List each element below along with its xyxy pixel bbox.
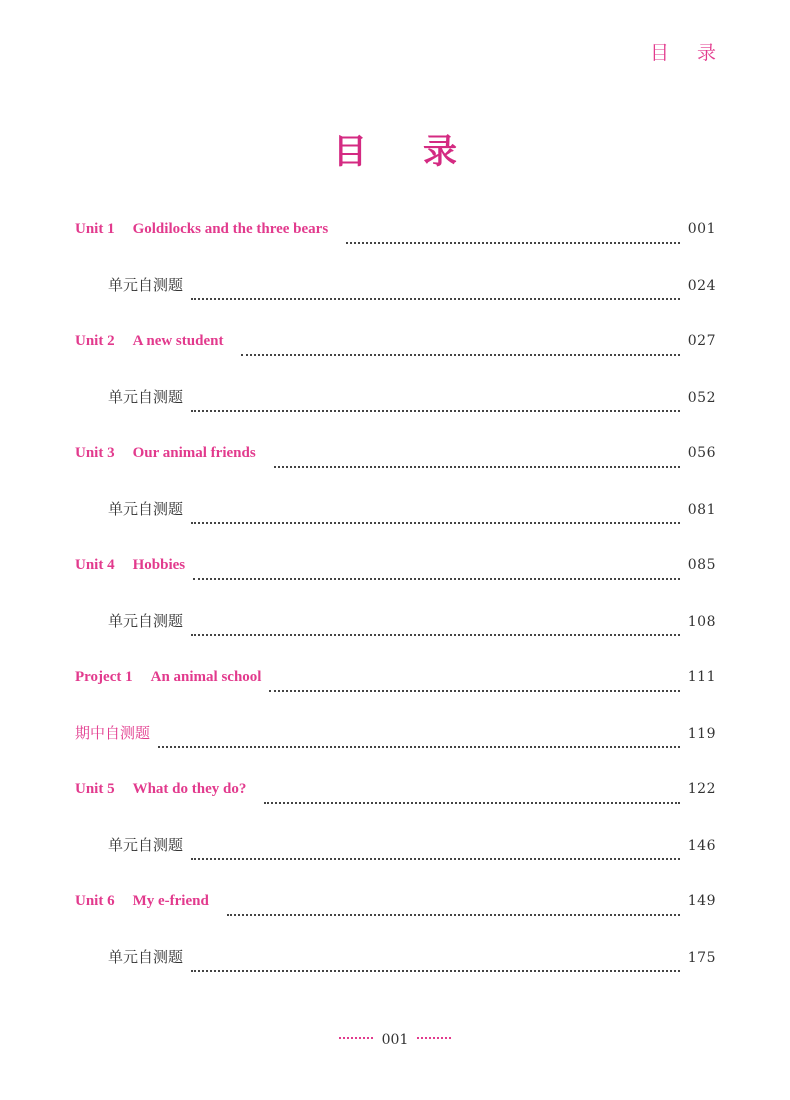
dot-leader — [191, 970, 680, 972]
dot-leader — [241, 354, 679, 356]
footer-dots-right — [417, 1037, 451, 1039]
running-header: 目录 — [649, 42, 744, 64]
page-number: 056 — [687, 445, 716, 461]
page-number: 052 — [687, 390, 716, 406]
toc-entry-label: 单元自测题 — [108, 948, 184, 966]
toc-entry-label — [75, 886, 209, 916]
toc-entry-label: 单元自测题 — [108, 836, 184, 854]
page-number: 175 — [687, 950, 716, 966]
unit-title: An animal school — [150, 669, 262, 685]
unit-title: What do they do? — [132, 781, 247, 797]
page-number: 111 — [687, 669, 716, 685]
toc-entry-unit-4-test[interactable] — [75, 606, 716, 662]
footer-dots-left — [339, 1037, 373, 1039]
dot-leader — [191, 410, 680, 412]
page-number: 119 — [687, 726, 716, 742]
unit-title: Goldilocks and the three bears — [132, 221, 329, 237]
toc-entry-label — [75, 662, 261, 692]
dot-leader — [227, 914, 680, 916]
dot-leader — [191, 522, 680, 524]
unit-number: Unit 6 — [75, 893, 115, 909]
unit-title: Hobbies — [132, 557, 186, 573]
page-number: 149 — [687, 893, 716, 909]
toc-entry-label — [75, 326, 223, 356]
toc-entry-unit-5-test[interactable] — [75, 830, 716, 886]
dot-leader — [193, 578, 680, 580]
unit-title: Our animal friends — [132, 445, 256, 461]
page-number: 024 — [687, 278, 716, 294]
toc-entry-label — [75, 438, 256, 468]
page-number: 001 — [687, 221, 716, 237]
toc-entry-label: 单元自测题 — [108, 276, 184, 294]
dot-leader — [346, 242, 680, 244]
toc-entry-unit-3[interactable] — [75, 438, 716, 494]
page-number: 081 — [687, 502, 716, 518]
page-title: 目录 — [333, 132, 513, 172]
toc-entry-label: 期中自测题 — [75, 724, 151, 742]
page-number: 146 — [687, 838, 716, 854]
toc-entry-unit-3-test[interactable] — [75, 494, 716, 550]
unit-number: Unit 5 — [75, 781, 115, 797]
toc-entry-label: 单元自测题 — [108, 500, 184, 518]
toc-entry-unit-1[interactable] — [75, 214, 716, 270]
dot-leader — [264, 802, 679, 804]
toc-entry-label: 单元自测题 — [108, 388, 184, 406]
toc-entry-unit-6[interactable] — [75, 886, 716, 942]
unit-number: Unit 2 — [75, 333, 115, 349]
unit-number: Project 1 — [75, 669, 133, 685]
toc-entry-unit-4[interactable] — [75, 550, 716, 606]
dot-leader — [269, 690, 679, 692]
unit-title: A new student — [132, 333, 224, 349]
toc-entry-project-1[interactable] — [75, 662, 716, 718]
toc-entry-midterm-test[interactable] — [75, 718, 716, 774]
dot-leader — [191, 858, 680, 860]
page-number: 027 — [687, 333, 716, 349]
unit-number: Unit 3 — [75, 445, 115, 461]
unit-number: Unit 4 — [75, 557, 115, 573]
unit-title: My e-friend — [132, 893, 209, 909]
toc-entry-label — [75, 214, 328, 244]
page-number: 108 — [687, 614, 716, 630]
toc-entry-unit-5[interactable] — [75, 774, 716, 830]
toc-entry-unit-2[interactable] — [75, 326, 716, 382]
dot-leader — [191, 298, 680, 300]
toc-entry-label: 单元自测题 — [108, 612, 184, 630]
footer-page-number: 001 — [381, 1032, 409, 1048]
toc-entry-label — [75, 550, 185, 580]
dot-leader — [274, 466, 680, 468]
toc-entry-unit-2-test[interactable] — [75, 382, 716, 438]
toc-entry-label — [75, 774, 246, 804]
page-footer — [0, 1032, 790, 1048]
page-number: 085 — [687, 557, 716, 573]
page-number: 122 — [687, 781, 716, 797]
toc-entry-unit-6-test[interactable] — [75, 942, 716, 998]
table-of-contents — [75, 214, 716, 998]
dot-leader — [158, 746, 680, 748]
dot-leader — [191, 634, 680, 636]
toc-entry-unit-1-test[interactable] — [75, 270, 716, 326]
unit-number: Unit 1 — [75, 221, 115, 237]
